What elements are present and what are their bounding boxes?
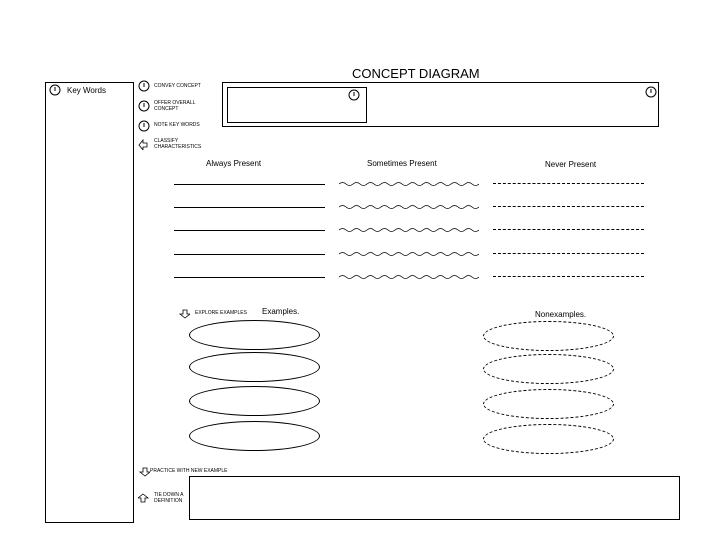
always-line[interactable]	[174, 254, 325, 255]
step-note-keywords: NOTE KEY WORDS	[154, 122, 200, 128]
never-line[interactable]	[493, 229, 644, 230]
never-line[interactable]	[493, 206, 644, 207]
step-practice: PRACTICE WITH NEW EXAMPLE	[150, 468, 228, 474]
never-line[interactable]	[493, 276, 644, 277]
step-characteristics: CHARACTERISTICS	[154, 144, 202, 150]
step-classify: CLASSIFY	[154, 138, 179, 144]
never-line[interactable]	[493, 253, 644, 254]
step-tie-down: TIE DOWN A	[154, 492, 184, 498]
always-line[interactable]	[174, 230, 325, 231]
clock-icon	[138, 100, 150, 112]
concept-inner-box[interactable]	[227, 87, 367, 123]
sometimes-line[interactable]	[339, 203, 479, 211]
step-convey-concept: CONVEY CONCEPT	[154, 83, 201, 89]
nonexample-oval[interactable]	[483, 321, 614, 351]
pointer-arrow-icon	[138, 492, 150, 504]
column-never-present: Never Present	[545, 160, 597, 169]
sometimes-line[interactable]	[339, 250, 479, 258]
pointer-arrow-icon	[178, 308, 190, 320]
always-line[interactable]	[174, 184, 325, 185]
example-oval[interactable]	[189, 386, 320, 416]
definition-box[interactable]	[189, 476, 680, 520]
page-title: CONCEPT DIAGRAM	[352, 66, 480, 81]
step-explore-examples: EXPLORE EXAMPLES	[195, 310, 247, 316]
key-words-label: Key Words	[67, 86, 106, 95]
nonexample-oval[interactable]	[483, 424, 614, 454]
always-line[interactable]	[174, 207, 325, 208]
nonexample-oval[interactable]	[483, 389, 614, 419]
pointer-arrow-icon	[137, 138, 149, 150]
clock-icon	[645, 86, 657, 98]
column-sometimes-present: Sometimes Present	[367, 159, 437, 168]
step-definition: DEFINITION	[154, 498, 183, 504]
example-oval[interactable]	[189, 320, 320, 350]
key-words-panel	[45, 82, 134, 523]
nonexample-oval[interactable]	[483, 354, 614, 384]
sometimes-line[interactable]	[339, 180, 479, 188]
pointer-arrow-icon	[138, 466, 150, 478]
clock-icon	[138, 80, 150, 92]
clock-icon	[49, 84, 61, 96]
column-always-present: Always Present	[206, 159, 262, 168]
step-offer-overall: OFFER OVERALL	[154, 100, 196, 106]
never-line[interactable]	[493, 183, 644, 184]
examples-label: Examples.	[262, 307, 300, 316]
clock-icon	[138, 120, 150, 132]
example-oval[interactable]	[189, 352, 320, 382]
sometimes-line[interactable]	[339, 273, 479, 281]
sometimes-line[interactable]	[339, 226, 479, 234]
clock-icon	[348, 89, 360, 101]
example-oval[interactable]	[189, 421, 320, 451]
step-offer-concept: CONCEPT	[154, 106, 179, 112]
nonexamples-label: Nonexamples.	[535, 310, 587, 319]
always-line[interactable]	[174, 277, 325, 278]
